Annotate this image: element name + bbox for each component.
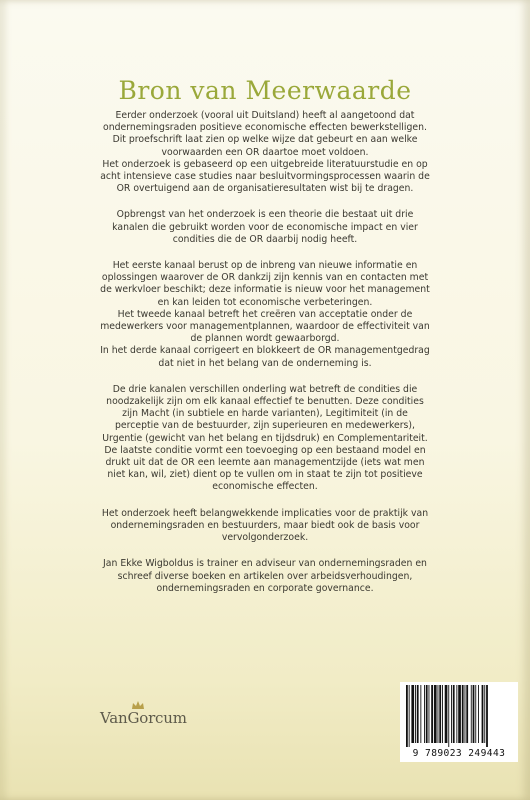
blurb-line: Opbrengst van het onderzoek is een theorie die bestaat uit drie kanalen die gebruikt worden voor de economische impact en vier condities die de OR daarbij nodig heeft. bbox=[112, 209, 418, 245]
blurb-line: Het tweede kanaal betreft het creëren van acceptatie onder de medewerkers voor managementplannen, waardoor de effectiviteit van de plannen wordt gewaarborgd. bbox=[100, 308, 430, 345]
barcode bbox=[400, 682, 518, 762]
blurb-line: Het onderzoek heeft belangwekkende implicaties voor de praktijk van ondernemingsraden en bestuurders, maar biedt ook de basis voor vervolgonderzoek. bbox=[101, 507, 429, 544]
publisher-name: VanGorcum bbox=[100, 709, 187, 727]
blurb-line: Jan Ekke Wigboldus is trainer en adviseur van ondernemingsraden en schreef diverse boeken en artikelen over arbeidsverhoudingen, ondernemingsraden en corporate governance. bbox=[103, 558, 427, 594]
blurb-line: Het eerste kanaal berust op de inbreng van nieuwe informatie en oplossingen waarover de OR dankzij zijn kennis van en contacten met de werkvloer beschikt; deze informatie is nieuw voor het management en kan leiden tot economische verbeteringen. bbox=[100, 260, 430, 308]
paragraph-conditions bbox=[100, 384, 430, 494]
paragraph-channels bbox=[100, 260, 430, 370]
barcode-bars-icon bbox=[404, 685, 514, 747]
blurb bbox=[100, 110, 430, 595]
paragraph-result bbox=[100, 209, 430, 246]
crown-icon bbox=[131, 700, 145, 710]
paragraph-author bbox=[100, 558, 430, 595]
book-title: Bron van Meerwaarde bbox=[118, 76, 412, 105]
isbn-number: 9 789023 249443 bbox=[412, 748, 506, 759]
blurb-line: Eerder onderzoek (vooral uit Duitsland) heeft al aangetoond dat ondernemingsraden positieve economische effecten bewerkstelligen. Dit proefschrift laat zien op welke wijze dat gebeurt en aan welke voorwaarden een OR daartoe moet voldoen. bbox=[103, 110, 427, 158]
blurb-line: In het derde kanaal corrigeert en blokkeert de OR managementgedrag dat niet in het belang van de onderneming is. bbox=[100, 345, 430, 369]
blurb-line: Het onderzoek is gebaseerd op een uitgebreide literatuurstudie en op acht intensieve case studies naar besluitvormingsprocessen waarin de OR overtuigend aan de organisatieresultaten wist bij te dragen. bbox=[100, 158, 430, 195]
paragraph-implications bbox=[100, 508, 430, 545]
paragraph-intro bbox=[100, 110, 430, 195]
blurb-line: De drie kanalen verschillen onderling wat betreft de condities die noodzakelijk zijn om elk kanaal effectief te benutten. Deze condities zijn Macht (in subtiele en harde varianten), Legitimiteit (in de perceptie van de bestuurder, zijn superieuren en medewerkers), Urgentie (gewicht van het belang en tijdsdruk) en Complementariteit. De laatste conditie vormt een toevoeging op een bestaand model en drukt uit dat de OR een leemte aan managementzijde (iets wat men niet kan, wil, ziet) dient op te vullen om in staat te zijn tot positieve economische effecten. bbox=[102, 383, 428, 493]
publisher-logo bbox=[100, 708, 187, 738]
